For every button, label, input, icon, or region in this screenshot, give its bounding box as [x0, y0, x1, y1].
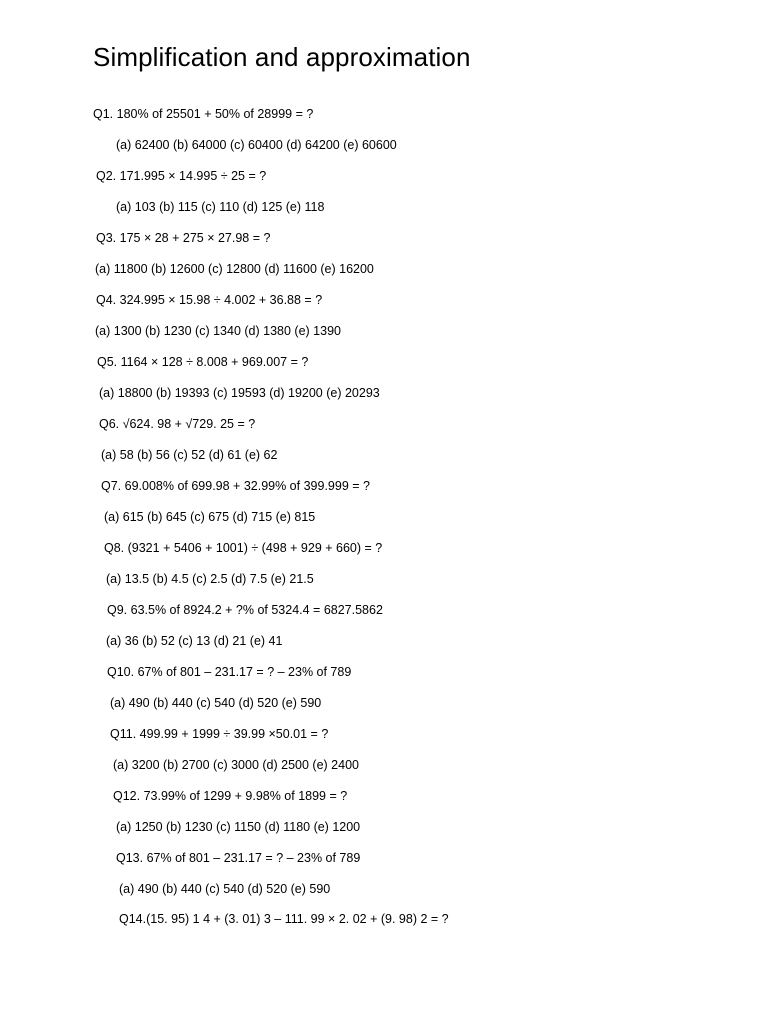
options-7: (a) 615 (b) 645 (c) 675 (d) 715 (e) 815: [104, 510, 316, 524]
options-1: (a) 62400 (b) 64000 (c) 60400 (d) 64200 (e) 60600: [116, 138, 397, 152]
options-2: (a) 103 (b) 115 (c) 110 (d) 125 (e) 118: [116, 200, 325, 214]
question-2: Q2. 171.995 × 14.995 ÷ 25 = ?: [96, 169, 267, 183]
page-title: Simplification and approximation: [93, 42, 471, 72]
options-10: (a) 490 (b) 440 (c) 540 (d) 520 (e) 590: [110, 696, 322, 710]
options-12: (a) 1250 (b) 1230 (c) 1150 (d) 1180 (e) 1200: [116, 820, 361, 834]
options-3: (a) 11800 (b) 12600 (c) 12800 (d) 11600 (e) 16200: [95, 262, 374, 276]
question-13: Q13. 67% of 801 – 231.17 = ? – 23% of 789: [116, 851, 361, 865]
question-4: Q4. 324.995 × 15.98 ÷ 4.002 + 36.88 = ?: [96, 293, 323, 307]
options-9: (a) 36 (b) 52 (c) 13 (d) 21 (e) 41: [106, 634, 283, 648]
options-8: (a) 13.5 (b) 4.5 (c) 2.5 (d) 7.5 (e) 21.5: [106, 572, 314, 586]
question-11: Q11. 499.99 + 1999 ÷ 39.99 ×50.01 = ?: [110, 727, 329, 741]
question-1: Q1. 180% of 25501 + 50% of 28999 = ?: [93, 107, 314, 121]
options-13: (a) 490 (b) 440 (c) 540 (d) 520 (e) 590: [119, 882, 331, 896]
question-10: Q10. 67% of 801 – 231.17 = ? – 23% of 789: [107, 665, 352, 679]
question-3: Q3. 175 × 28 + 275 × 27.98 = ?: [96, 231, 271, 245]
question-8: Q8. (9321 + 5406 + 1001) ÷ (498 + 929 + 660) = ?: [104, 541, 383, 555]
options-5: (a) 18800 (b) 19393 (c) 19593 (d) 19200 (e) 20293: [99, 386, 380, 400]
question-14: Q14.(15. 95) 1 4 + (3. 01) 3 – 111. 99 × 2. 02 + (9. 98) 2 = ?: [119, 912, 449, 926]
question-5: Q5. 1164 × 128 ÷ 8.008 + 969.007 = ?: [97, 355, 309, 369]
options-6: (a) 58 (b) 56 (c) 52 (d) 61 (e) 62: [101, 448, 278, 462]
options-4: (a) 1300 (b) 1230 (c) 1340 (d) 1380 (e) 1390: [95, 324, 341, 338]
question-12: Q12. 73.99% of 1299 + 9.98% of 1899 = ?: [113, 789, 348, 803]
question-6: Q6. √624. 98 + √729. 25 = ?: [99, 417, 256, 431]
options-11: (a) 3200 (b) 2700 (c) 3000 (d) 2500 (e) 2400: [113, 758, 359, 772]
question-7: Q7. 69.008% of 699.98 + 32.99% of 399.999 = ?: [101, 479, 370, 493]
question-9: Q9. 63.5% of 8924.2 + ?% of 5324.4 = 6827.5862: [107, 603, 383, 617]
